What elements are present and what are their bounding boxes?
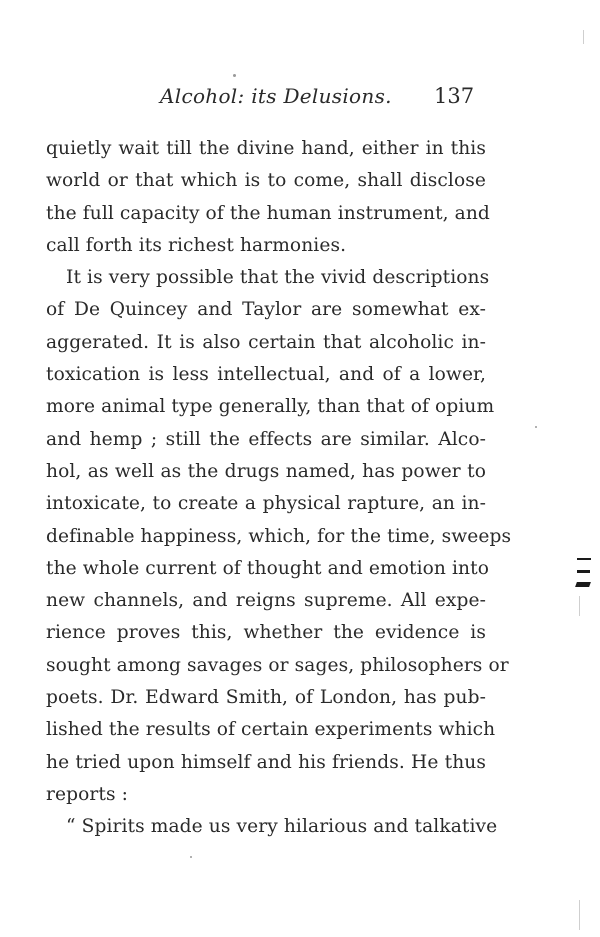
scan-speck — [190, 856, 192, 858]
text-line: definable happiness, which, for the time, sweeps — [46, 525, 512, 547]
text-line: hol, as well as the drugs named, has power to — [46, 460, 486, 482]
text-line: the whole current of thought and emotion into — [46, 557, 489, 579]
text-line: lished the results of certain experiments which — [46, 719, 496, 741]
text-line: rience proves this, whether the evidence is — [46, 622, 486, 644]
text-line: reports : — [46, 783, 128, 805]
text-line: intoxicate, to create a physical rapture, an in- — [46, 493, 486, 515]
scan-speck — [535, 426, 537, 428]
text-line: new channels, and reigns supreme. All expe- — [46, 590, 486, 612]
margin-scan-marks — [570, 548, 590, 618]
running-head — [0, 84, 600, 114]
text-line: quietly wait till the divine hand, either in this — [46, 138, 486, 159]
text-line: the full capacity of the human instrument, and — [46, 202, 490, 224]
text-line: of De Quincey and Taylor are somewhat ex- — [46, 299, 486, 321]
body-text — [46, 133, 512, 844]
text-line: world or that which is to come, shall disclose — [46, 170, 486, 192]
text-line: call forth its richest harmonies. — [46, 234, 347, 256]
paragraph-start-line: It is very possible that the vivid descriptions — [66, 267, 490, 289]
paragraph-start-line: “ Spirits made us very hilarious and talkative — [66, 816, 498, 838]
text-line: and hemp ; still the effects are similar. Alco- — [46, 428, 486, 450]
text-line: poets. Dr. Edward Smith, of London, has pub- — [46, 687, 486, 709]
page-number: 137 — [434, 84, 475, 108]
text-line: toxication is less intellectual, and of a lower, — [46, 364, 486, 386]
page-edge-mark — [583, 30, 584, 44]
page-edge-mark — [579, 900, 580, 930]
text-line: he tried upon himself and his friends. He thus — [46, 751, 486, 773]
text-line: aggerated. It is also certain that alcoholic in- — [46, 331, 486, 353]
running-title: Alcohol: its Delusions. — [160, 84, 392, 108]
text-line: sought among savages or sages, philosophers or — [46, 654, 509, 676]
scan-speck — [233, 74, 236, 77]
text-line: more animal type generally, than that of opium — [46, 396, 495, 418]
